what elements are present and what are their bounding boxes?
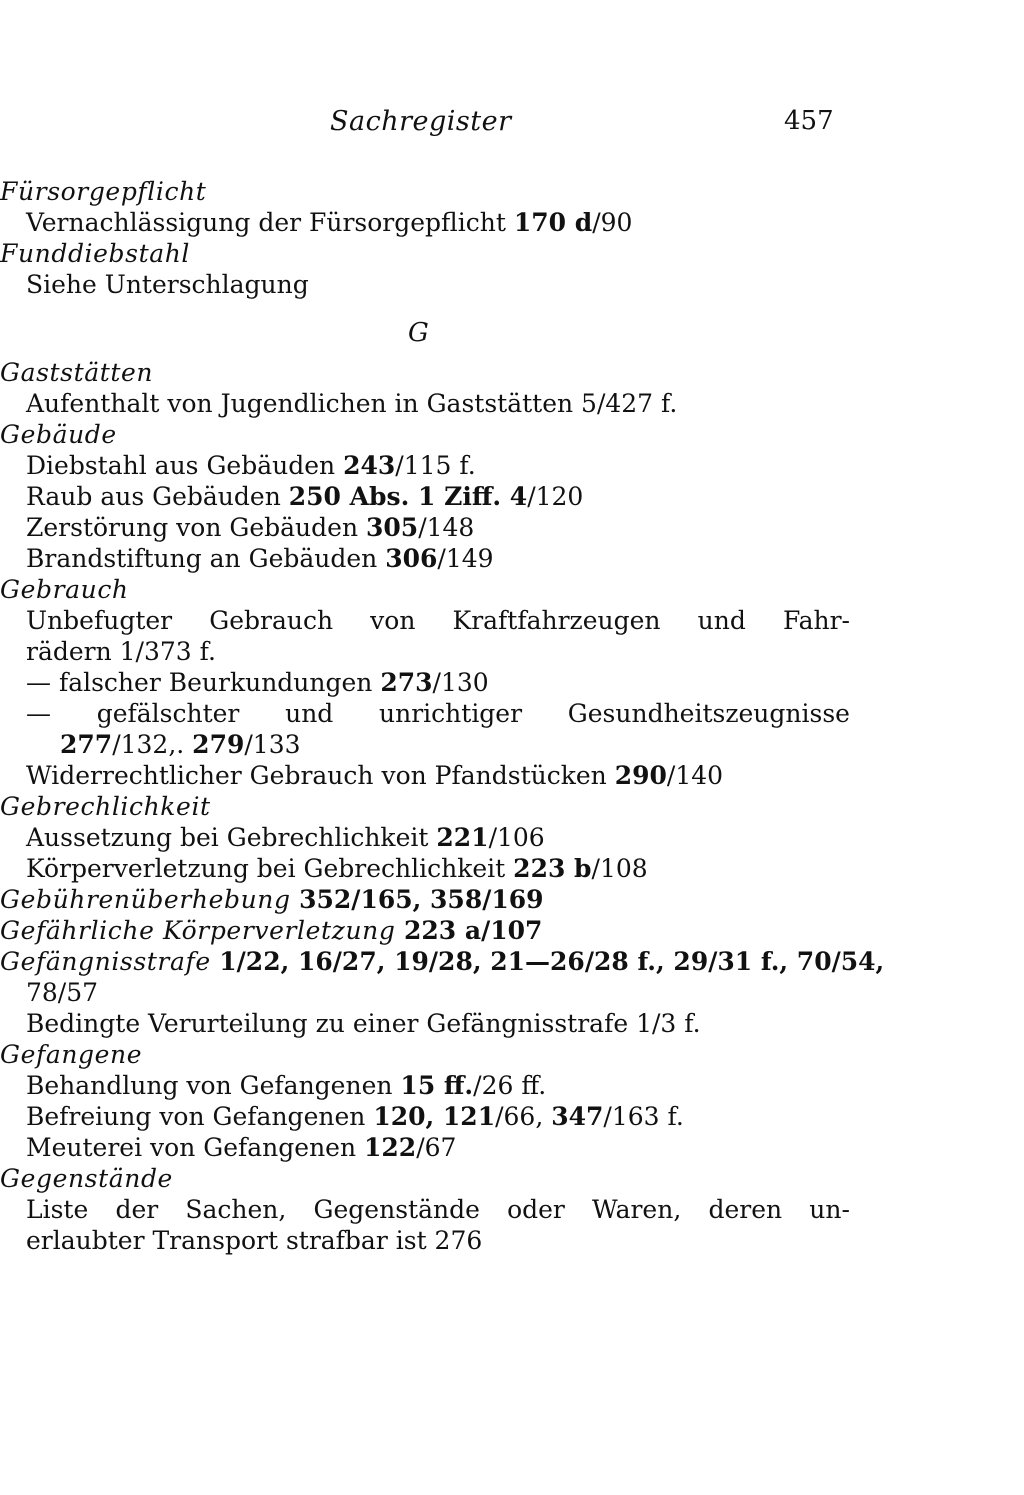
- page-reference: /66,: [495, 1102, 552, 1131]
- page-reference: /106: [488, 823, 545, 852]
- section-number: 306: [385, 544, 438, 573]
- index-heading-with-refs: [0, 915, 850, 946]
- subentry-text: Bedingte Verurteilung zu einer Gefängnisstrafe 1/3 f.: [26, 1009, 701, 1038]
- word: Liste: [26, 1195, 89, 1224]
- subentry-text: Befreiung von Gefangenen: [26, 1102, 374, 1131]
- running-header: [0, 106, 1024, 146]
- index-entries: [0, 176, 885, 1256]
- index-subentry: [0, 543, 850, 574]
- index-heading: [0, 419, 850, 450]
- subentry-content: [26, 513, 474, 542]
- word: und: [285, 699, 334, 728]
- subentry-text: Behandlung von Gefangenen: [26, 1071, 401, 1100]
- subentry-text: — falscher Beurkundungen: [26, 668, 381, 697]
- index-subentry: [0, 1132, 850, 1163]
- word: der: [115, 1195, 159, 1224]
- index-subentry: [0, 512, 850, 543]
- index-subentry: [0, 853, 850, 884]
- index-heading: [0, 357, 850, 388]
- index-heading-text: Gebührenüberhebung: [0, 885, 300, 914]
- index-subentry: [0, 481, 850, 512]
- word: von: [370, 606, 416, 635]
- subentry-content: [26, 668, 489, 697]
- subentry-text: erlaubter Transport strafbar ist 276: [26, 1226, 483, 1255]
- word: un-: [809, 1195, 850, 1224]
- subentry-text: Aussetzung bei Gebrechlichkeit: [26, 823, 437, 852]
- word: deren: [708, 1195, 783, 1224]
- index-subentry: [0, 1101, 850, 1132]
- index-subentry: [0, 698, 850, 729]
- subentry-content: [26, 1009, 701, 1038]
- section-letter: G: [408, 318, 429, 348]
- subentry-content: [26, 854, 648, 883]
- page-reference: /163 f.: [603, 1102, 684, 1131]
- subentry-content: [26, 761, 723, 790]
- index-heading: [0, 574, 850, 605]
- section-number: 221: [436, 823, 489, 852]
- section-number: 347: [551, 1102, 604, 1131]
- section-number: 273: [380, 668, 433, 697]
- page-reference: /67: [416, 1133, 457, 1162]
- index-heading-text: Gebrauch: [0, 575, 129, 604]
- subentry-content: [26, 1133, 456, 1162]
- subentry-content: [26, 451, 476, 480]
- section-number: 277: [60, 730, 113, 759]
- index-reference: 352/165, 358/169: [299, 885, 544, 914]
- word: oder: [507, 1195, 565, 1224]
- index-subentry: [0, 207, 850, 238]
- index-heading-text: Fürsorgepflicht: [0, 177, 207, 206]
- section-number: 122: [364, 1133, 417, 1162]
- page-reference: /26 ff.: [473, 1071, 547, 1100]
- index-subentry: [0, 667, 850, 698]
- subentry-content: [26, 978, 98, 1007]
- subentry-content: [26, 544, 494, 573]
- word: Sachen,: [185, 1195, 287, 1224]
- index-heading-text: Funddiebstahl: [0, 239, 191, 268]
- page-reference: /108: [591, 854, 648, 883]
- word: Gegenstände: [313, 1195, 480, 1224]
- subentry-content: [26, 637, 216, 666]
- index-heading-text: Gefängnisstrafe: [0, 947, 220, 976]
- subentry-content: [26, 482, 583, 511]
- word: Gebrauch: [209, 606, 334, 635]
- word: Gesundheitszeugnisse: [567, 699, 850, 728]
- page-reference: /90: [592, 208, 633, 237]
- subentry-content: [26, 270, 309, 299]
- subentry-text: 78/57: [26, 978, 99, 1007]
- page-reference: /140: [666, 761, 724, 790]
- subentry-content: [26, 1071, 546, 1100]
- index-heading: [0, 1163, 850, 1194]
- section-number: 170 d: [513, 208, 593, 237]
- index-reference: 1/22, 16/27, 19/28, 21—26/28 f., 29/31 f., 70/54,: [219, 947, 885, 976]
- index-heading: [0, 176, 850, 207]
- word: unrichtiger: [379, 699, 523, 728]
- index-subentry: [0, 1008, 850, 1039]
- word: und: [697, 606, 746, 635]
- page-reference: /120: [527, 482, 584, 511]
- index-heading-text: Gegenstände: [0, 1164, 173, 1193]
- section-number: 120, 121: [373, 1102, 496, 1131]
- section-number: 223 b: [513, 854, 592, 883]
- subentry-text: Aufenthalt von Jugendlichen in Gaststätten 5/427 f.: [26, 389, 678, 418]
- section-number: 243: [343, 451, 396, 480]
- section-title: Sachregister: [330, 106, 512, 137]
- section-number: 279: [192, 730, 245, 759]
- index-subentry: [0, 977, 850, 1008]
- index-subentry: [0, 450, 850, 481]
- index-heading: [0, 791, 850, 822]
- index-subentry: [0, 1225, 850, 1256]
- index-heading-text: Gebäude: [0, 420, 117, 449]
- section-number: 305: [366, 513, 419, 542]
- index-subentry: [0, 729, 850, 760]
- subentry-content: [26, 823, 545, 852]
- subentry-text: Diebstahl aus Gebäuden: [26, 451, 344, 480]
- subentry-text: Zerstörung von Gebäuden: [26, 513, 366, 542]
- index-heading-text: Gaststätten: [0, 358, 154, 387]
- subentry-content: [60, 730, 301, 759]
- page-reference: /132,.: [112, 730, 193, 759]
- subentry-text: Meuterei von Gefangenen: [26, 1133, 365, 1162]
- subentry-content: [26, 389, 677, 418]
- index-heading: [0, 238, 850, 269]
- subentry-text: rädern 1/373 f.: [26, 637, 216, 666]
- word: Kraftfahrzeugen: [452, 606, 661, 635]
- page-reference: /115 f.: [395, 451, 476, 480]
- index-heading-with-refs: [0, 884, 850, 915]
- page-reference: /149: [437, 544, 494, 573]
- word: Waren,: [592, 1195, 682, 1224]
- index-subentry: [0, 822, 850, 853]
- subentry-content: [26, 208, 632, 237]
- index-subentry: [0, 1194, 850, 1225]
- page-reference: /133: [244, 730, 301, 759]
- index-subentry: [0, 605, 850, 636]
- subentry-text: Vernachlässigung der Fürsorgepflicht: [26, 208, 514, 237]
- word: gefälschter: [96, 699, 240, 728]
- word: —: [26, 699, 51, 728]
- index-subentry: [0, 636, 850, 667]
- subentry-text: Siehe Unterschlagung: [26, 270, 309, 299]
- word: Fahr-: [782, 606, 850, 635]
- index-heading-text: Gefährliche Körperverletzung: [0, 916, 404, 945]
- index-subentry: [0, 760, 850, 791]
- index-subentry: [0, 388, 850, 419]
- index-heading: [0, 1039, 850, 1070]
- index-reference: 223 a/107: [404, 916, 543, 945]
- subentry-text: Körperverletzung bei Gebrechlichkeit: [26, 854, 514, 883]
- page-reference: /148: [418, 513, 475, 542]
- subentry-content: [26, 1102, 684, 1131]
- page-reference: /130: [432, 668, 489, 697]
- section-number: 250 Abs. 1 Ziff. 4: [288, 482, 528, 511]
- subentry-content: [26, 1226, 482, 1255]
- index-heading-text: Gefangene: [0, 1040, 143, 1069]
- index-subentry: [0, 1070, 850, 1101]
- word: Unbefugter: [26, 606, 173, 635]
- page-number: 457: [784, 106, 834, 136]
- subentry-text: Brandstiftung an Gebäuden: [26, 544, 386, 573]
- subentry-text: Raub aus Gebäuden: [26, 482, 289, 511]
- section-number: 290: [614, 761, 667, 790]
- section-number: 15 ff.: [400, 1071, 474, 1100]
- index-subentry: [0, 269, 850, 300]
- index-heading-with-refs: [0, 946, 885, 977]
- subentry-text: Widerrechtlicher Gebrauch von Pfandstücken: [26, 761, 615, 790]
- index-heading-text: Gebrechlichkeit: [0, 792, 211, 821]
